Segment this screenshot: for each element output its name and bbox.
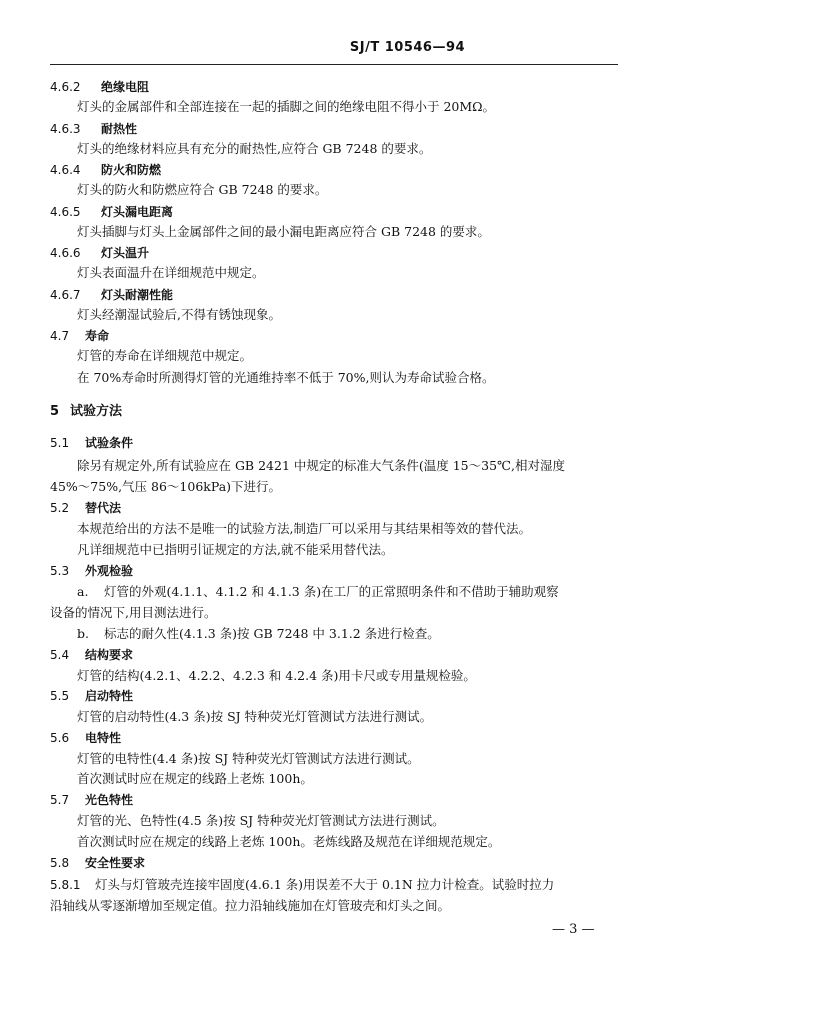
section-number: 5: [50, 404, 60, 419]
paragraph: 灯管的光、色特性(4.5 条)按 SJ 特种荧光灯管测试方法进行测试。: [77, 813, 445, 828]
section-title: 寿命: [85, 329, 110, 343]
section-title: 光色特性: [85, 793, 134, 807]
paragraph: 设备的情况下,用目测法进行。: [50, 605, 217, 620]
paragraph: 灯管的寿命在详细规范中规定。: [77, 348, 253, 363]
list-text: 灯管的外观(4.1.1、4.1.2 和 4.1.3 条)在工厂的正常照明条件和不借助于辅助观察: [104, 584, 559, 599]
section-number: 5.8: [50, 856, 70, 870]
paragraph: 灯头的防火和防燃应符合 GB 7248 的要求。: [77, 182, 328, 197]
paragraph: 灯管的启动特性(4.3 条)按 SJ 特种荧光灯管测试方法进行测试。: [77, 709, 433, 724]
paragraph: 除另有规定外,所有试验应在 GB 2421 中规定的标准大气条件(温度 15～35℃,相对湿度: [77, 458, 565, 473]
section-number: 4.6.7: [50, 288, 81, 302]
paragraph: 45%～75%,气压 86～106kPa)下进行。: [50, 479, 282, 494]
paragraph: 灯管的电特性(4.4 条)按 SJ 特种荧光灯管测试方法进行测试。: [77, 751, 420, 766]
list-marker: a.: [77, 584, 89, 599]
section-number: 4.6.6: [50, 246, 81, 260]
document-header: SJ/T 10546—94: [349, 40, 466, 55]
section-number: 5.5: [50, 689, 70, 703]
section-number: 4.6.3: [50, 122, 81, 136]
paragraph: 沿轴线从零逐渐增加至规定值。拉力沿轴线施加在灯管玻壳和灯头之间。: [50, 898, 451, 913]
paragraph: 灯头表面温升在详细规范中规定。: [77, 265, 265, 280]
paragraph: 灯头的金属部件和全部连接在一起的插脚之间的绝缘电阻不得小于 20MΩ。: [77, 99, 496, 114]
section-title: 启动特性: [85, 689, 134, 703]
section-number: 5.6: [50, 731, 70, 745]
section-number: 4.6.5: [50, 205, 81, 219]
section-title: 灯头温升: [101, 246, 150, 260]
section-number: 5.7: [50, 793, 70, 807]
paragraph: 灯头插脚与灯头上金属部件之间的最小漏电距离应符合 GB 7248 的要求。: [77, 224, 490, 239]
section-number: 5.4: [50, 648, 70, 662]
section-title: 耐热性: [101, 122, 138, 136]
section-title: 外观检验: [85, 564, 134, 578]
list-marker: b.: [77, 626, 89, 641]
section-title: 试验条件: [85, 436, 134, 450]
paragraph: 凡详细规范中已指明引证规定的方法,就不能采用替代法。: [77, 542, 394, 557]
section-number: 4.6.4: [50, 163, 81, 177]
section-title: 安全性要求: [85, 856, 146, 870]
section-title: 试验方法: [70, 404, 123, 419]
paragraph: 首次测试时应在规定的线路上老炼 100h。: [77, 771, 313, 786]
section-number: 5.3: [50, 564, 70, 578]
section-number: 4.7: [50, 329, 70, 343]
paragraph: 在 70%寿命时所测得灯管的光通维持率不低于 70%,则认为寿命试验合格。: [77, 370, 495, 385]
section-title: 结构要求: [85, 648, 134, 662]
section-number: 4.6.2: [50, 80, 81, 94]
paragraph: 灯管的结构(4.2.1、4.2.2、4.2.3 和 4.2.4 条)用卡尺或专用量规检验。: [77, 668, 476, 683]
list-text: 标志的耐久性(4.1.3 条)按 GB 7248 中 3.1.2 条进行检查。: [104, 626, 440, 641]
section-title: 电特性: [85, 731, 122, 745]
section-number: 5.1: [50, 436, 70, 450]
page-number: — 3 —: [552, 922, 595, 937]
paragraph: 首次测试时应在规定的线路上老炼 100h。老炼线路及规范在详细规范规定。: [77, 834, 501, 849]
section-title: 灯头耐潮性能: [101, 288, 174, 302]
paragraph: 本规范给出的方法不是唯一的试验方法,制造厂可以采用与其结果相等效的替代法。: [77, 521, 531, 536]
section-title: 替代法: [85, 501, 122, 515]
clause-text: 灯头与灯管玻壳连接牢固度(4.6.1 条)用误差不大于 0.1N 拉力计检查。试验时拉力: [95, 877, 555, 892]
paragraph: 灯头的绝缘材料应具有充分的耐热性,应符合 GB 7248 的要求。: [77, 141, 432, 156]
section-number: 5.2: [50, 501, 70, 515]
section-number: 5.8.1: [50, 878, 81, 892]
section-title: 绝缘电阻: [101, 80, 150, 94]
paragraph: 灯头经潮湿试验后,不得有锈蚀现象。: [77, 307, 281, 322]
section-title: 防火和防燃: [101, 163, 162, 177]
section-title: 灯头漏电距离: [101, 205, 174, 219]
header-rule: [50, 64, 618, 65]
